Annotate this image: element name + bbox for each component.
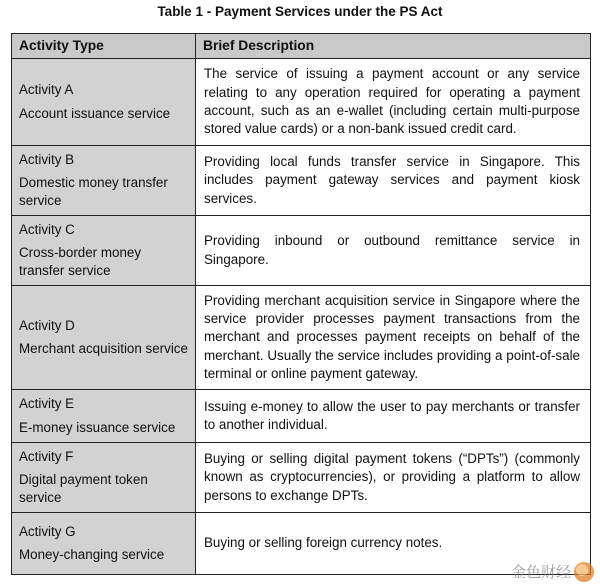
activity-id: Activity B <box>19 151 75 167</box>
activity-cell <box>12 513 196 575</box>
activity-service-name: Account issuance service <box>19 105 171 121</box>
activity-id: Activity A <box>19 82 74 98</box>
activity-cell <box>12 390 196 443</box>
watermark-text: 金色财经 <box>510 564 571 581</box>
activity-service-name: Money-changing service <box>19 547 165 562</box>
activity-service-name: E-money issuance service <box>19 419 176 435</box>
activity-service-name: Merchant acquisition service <box>19 341 188 356</box>
description-cell: Providing local funds transfer service in Singapore. This includes payment gateway services and payment kiosk services. <box>196 146 591 216</box>
activity-service-name: Digital payment token service <box>19 471 148 506</box>
description-cell: Issuing e-money to allow the user to pay merchants or transfer to another individual. <box>196 390 591 443</box>
table-row <box>12 443 591 513</box>
watermark <box>511 561 594 582</box>
table-header-row <box>12 34 591 59</box>
activity-id: Activity C <box>19 221 75 237</box>
description-cell: Providing merchant acquisition service in Singapore where the service provider processes payment transactions from the merchant and processes payment receipts on behalf of the merchant. Usually the service includes providing a point-of-sale terminal or online payment gateway. <box>196 286 591 390</box>
table-caption: Table 1 - Payment Services under the PS Act <box>157 4 443 19</box>
description-cell: Buying or selling digital payment tokens (“DPTs”) (commonly known as cryptocurrencies), or providing a platform to allow persons to exchange DPTs. <box>196 443 591 513</box>
payment-services-table <box>11 33 591 575</box>
table-row <box>12 216 591 286</box>
table-row <box>12 286 591 390</box>
activity-id: Activity G <box>19 523 76 539</box>
activity-cell <box>12 146 196 216</box>
activity-id: Activity D <box>19 317 75 333</box>
activity-cell <box>12 286 196 390</box>
table-row <box>12 146 591 216</box>
activity-cell <box>12 443 196 513</box>
table-row <box>12 390 591 443</box>
watermark-logo-icon <box>574 562 594 582</box>
table-row <box>12 513 591 575</box>
activity-id: Activity F <box>19 448 74 464</box>
activity-cell <box>12 59 196 146</box>
activity-id: Activity E <box>19 396 75 412</box>
activity-service-name: Cross-border money transfer service <box>19 244 142 279</box>
header-activity-type: Activity Type <box>12 34 196 59</box>
description-cell: The service of issuing a payment account or any service relating to any operation required for operating a payment account, such as an e-wallet (including certain multi-purpose stored value cards) or a non-bank issued credit card. <box>196 59 591 146</box>
table-row <box>12 59 591 146</box>
activity-cell <box>12 216 196 286</box>
description-cell: Providing inbound or outbound remittance service in Singapore. <box>196 216 591 286</box>
activity-service-name: Domestic money transfer service <box>19 174 168 209</box>
header-brief-description: Brief Description <box>196 34 591 59</box>
description-cell: Buying or selling foreign currency notes. <box>196 513 591 575</box>
